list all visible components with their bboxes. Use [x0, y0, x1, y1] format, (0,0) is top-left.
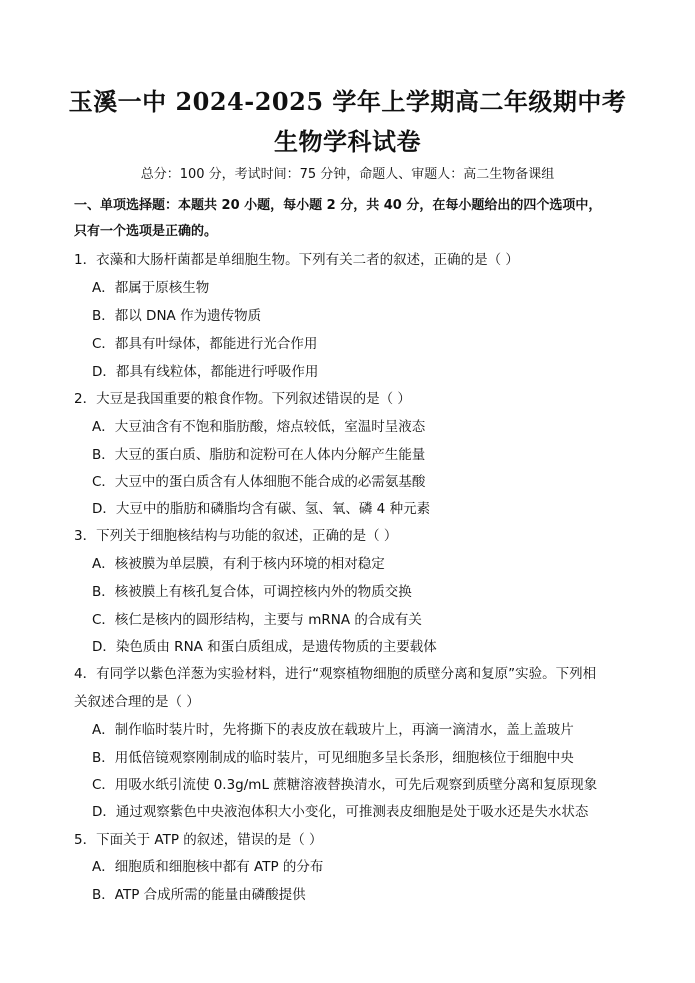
section-heading-line2: 只有一个选项是正确的。	[74, 224, 218, 239]
exam-meta: 总分：100 分，考试时间：75 分钟，命题人、审题人：高二生物备课组	[140, 167, 555, 182]
question-1-option-d: D．都具有线粒体，都能进行呼吸作用	[92, 364, 319, 380]
question-3-option-a: A．核被膜为单层膜，有利于核内环境的相对稳定	[92, 556, 385, 572]
question-3-option-c: C．核仁是核内的圆形结构，主要与 mRNA 的合成有关	[92, 612, 422, 628]
section-heading-line1: 一、单项选择题：本题共 20 小题，每小题 2 分，共 40 分，在每小题给出的四个选项中，	[74, 198, 602, 213]
question-4-option-b: B．用低倍镜观察刚制成的临时装片，可见细胞多呈长条形，细胞核位于细胞中央	[92, 750, 574, 766]
question-3-stem: 3．下列关于细胞核结构与功能的叙述，正确的是（ ）	[74, 528, 398, 544]
question-2-stem: 2．大豆是我国重要的粮食作物。下列叙述错误的是（ ）	[74, 391, 411, 407]
question-5-option-a: A．细胞质和细胞核中都有 ATP 的分布	[92, 859, 324, 875]
question-3-option-b: B．核被膜上有核孔复合体，可调控核内外的物质交换	[92, 584, 412, 600]
question-1-stem: 1．衣藻和大肠杆菌都是单细胞生物。下列有关二者的叙述，正确的是（ ）	[74, 252, 519, 268]
exam-title-line1: 玉溪一中 2024-2025 学年上学期高二年级期中考	[68, 87, 627, 116]
question-2-option-a: A．大豆油含有不饱和脂肪酸，熔点较低，室温时呈液态	[92, 419, 426, 435]
question-4-option-c: C．用吸水纸引流使 0.3g/mL 蔗糖溶液替换清水，可先后观察到质壁分离和复原现象	[92, 777, 598, 793]
question-4-stem-line1: 4．有同学以紫色洋葱为实验材料，进行“观察植物细胞的质壁分离和复原”实验。下列相	[74, 666, 597, 682]
question-4-stem-line2: 关叙述合理的是（ ）	[74, 694, 200, 710]
question-2-option-b: B．大豆的蛋白质、脂肪和淀粉可在人体内分解产生能量	[92, 447, 426, 463]
question-2-option-d: D．大豆中的脂肪和磷脂均含有碳、氢、氧、磷 4 种元素	[92, 501, 431, 517]
question-2-option-c: C．大豆中的蛋白质含有人体细胞不能合成的必需氨基酸	[92, 474, 426, 490]
question-1-option-c: C．都具有叶绿体，都能进行光合作用	[92, 336, 318, 352]
question-5-option-b: B．ATP 合成所需的能量由磷酸提供	[92, 887, 306, 903]
question-3-option-d: D．染色质由 RNA 和蛋白质组成，是遗传物质的主要载体	[92, 639, 437, 655]
question-1-option-a: A．都属于原核生物	[92, 280, 210, 296]
question-1-option-b: B．都以 DNA 作为遗传物质	[92, 308, 262, 324]
question-4-option-a: A．制作临时装片时，先将撕下的表皮放在载玻片上，再滴一滴清水，盖上盖玻片	[92, 722, 574, 738]
exam-title-line2: 生物学科试卷	[274, 127, 421, 156]
question-4-option-d: D．通过观察紫色中央液泡体积大小变化，可推测表皮细胞是处于吸水还是失水状态	[92, 804, 589, 820]
question-5-stem: 5．下面关于 ATP 的叙述，错误的是（ ）	[74, 832, 323, 848]
